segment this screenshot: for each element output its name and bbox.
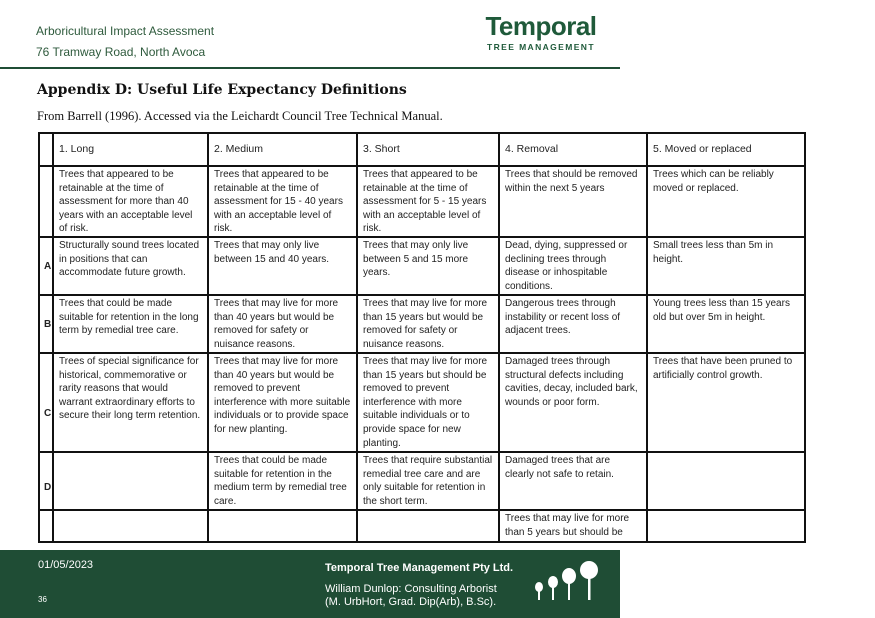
footer-qualifications: (M. UrbHort, Grad. Dip(Arb), B.Sc). bbox=[325, 596, 497, 608]
table-cell: Small trees less than 5m in height. bbox=[647, 237, 805, 295]
page-footer bbox=[0, 550, 620, 618]
table-cell bbox=[208, 510, 357, 542]
company-logo bbox=[482, 12, 600, 52]
table-cell: Dangerous trees through instability or recent loss of adjacent trees. bbox=[499, 295, 647, 353]
table-cell: Trees that appeared to be retainable at the time of assessment for more than 40 years with an acceptable level of risk. bbox=[53, 166, 208, 237]
row-label: D bbox=[44, 482, 52, 494]
table-cell: Damaged trees through structural defects including cavities, decay, included bark, wounds or poor form. bbox=[499, 353, 647, 452]
header-medium: 2. Medium bbox=[208, 133, 357, 166]
table-cell: Trees that require substantial remedial tree care and are only suitable for retention in the short term. bbox=[357, 452, 499, 510]
table-row bbox=[39, 295, 805, 353]
row-label-cell bbox=[39, 166, 53, 237]
footer-company: Temporal Tree Management Pty Ltd. bbox=[325, 562, 514, 574]
table-row bbox=[39, 353, 805, 452]
table-cell: Dead, dying, suppressed or declining trees through disease or inhospitable conditions. bbox=[499, 237, 647, 295]
table-cell: Trees that have been pruned to artificially control growth. bbox=[647, 353, 805, 452]
row-label: A bbox=[44, 261, 52, 273]
page-title: Appendix D: Useful Life Expectancy Definitions bbox=[37, 82, 407, 98]
table-cell: Trees that could be made suitable for retention in the long term by remedial tree care. bbox=[53, 295, 208, 353]
table-cell bbox=[53, 452, 208, 510]
table-cell: Trees that may live for more than 40 years but would be removed for safety or nuisance reasons. bbox=[208, 295, 357, 353]
table-cell: Trees that may live for more than 40 years but would be removed to prevent interference with more suitable individuals or to provide space for new planting. bbox=[208, 353, 357, 452]
table-cell: Trees that may only live between 5 and 15 more years. bbox=[357, 237, 499, 295]
table-cell bbox=[647, 452, 805, 510]
table-cell: Trees that appeared to be retainable at the time of assessment for 5 - 15 years with an acceptable level of risk. bbox=[357, 166, 499, 237]
row-label-cell bbox=[39, 452, 53, 510]
row-label-cell bbox=[39, 353, 53, 452]
row-label-cell bbox=[39, 510, 53, 542]
table-cell bbox=[647, 510, 805, 542]
table-cell: Trees that should be removed within the next 5 years bbox=[499, 166, 647, 237]
table-cell bbox=[53, 510, 208, 542]
site-address: 76 Tramway Road, North Avoca bbox=[36, 45, 206, 59]
table-row bbox=[39, 510, 805, 542]
header-divider bbox=[0, 67, 620, 69]
row-label-cell bbox=[39, 295, 53, 353]
header-long: 1. Long bbox=[53, 133, 208, 166]
table-cell bbox=[357, 510, 499, 542]
row-label-cell bbox=[39, 237, 53, 295]
table-cell: Trees that may only live between 15 and 40 years. bbox=[208, 237, 357, 295]
logo-wordmark: Temporal bbox=[485, 11, 597, 41]
table-cell: Trees that may live for more than 15 years but should be removed to prevent interference with more suitable individuals or to provide space for new planting. bbox=[357, 353, 499, 452]
logo-tagline: TREE MANAGEMENT bbox=[487, 42, 595, 52]
table-cell: Trees that appeared to be retainable at the time of assessment for 15 - 40 years with an acceptable level of risk. bbox=[208, 166, 357, 237]
page-subtitle: From Barrell (1996). Accessed via the Leichardt Council Tree Technical Manual. bbox=[37, 109, 443, 123]
table-cell: Young trees less than 15 years old but over 5m in height. bbox=[647, 295, 805, 353]
table-cell: Trees that could be made suitable for retention in the medium term by remedial tree care. bbox=[208, 452, 357, 510]
table-cell: Trees that may live for more than 15 years but would be removed for safety or nuisance reasons. bbox=[357, 295, 499, 353]
table-cell: Trees that may live for more than 5 years but should be bbox=[499, 510, 647, 542]
row-label: C bbox=[44, 408, 52, 420]
table-row bbox=[39, 166, 805, 237]
trees-logo-icon bbox=[532, 560, 604, 604]
ule-definitions-table bbox=[38, 132, 806, 543]
report-title: Arboricultural Impact Assessment bbox=[36, 24, 215, 38]
table-cell: Trees which can be reliably moved or replaced. bbox=[647, 166, 805, 237]
header-moved-replaced: 5. Moved or replaced bbox=[647, 133, 805, 166]
row-label-cell bbox=[39, 133, 53, 166]
table-row bbox=[39, 237, 805, 295]
page-number: 36 bbox=[38, 595, 47, 604]
table-row bbox=[39, 452, 805, 510]
table-cell: Damaged trees that are clearly not safe to retain. bbox=[499, 452, 647, 510]
footer-arborist: William Dunlop: Consulting Arborist bbox=[325, 583, 497, 595]
footer-date: 01/05/2023 bbox=[38, 559, 94, 571]
header-short: 3. Short bbox=[357, 133, 499, 166]
row-label: B bbox=[44, 319, 52, 331]
table-header-row bbox=[39, 133, 805, 166]
table-cell: Structurally sound trees located in positions that can accommodate future growth. bbox=[53, 237, 208, 295]
table-cell: Trees of special significance for historical, commemorative or rarity reasons that would warrant extraordinary efforts to secure their long term retention. bbox=[53, 353, 208, 452]
header-removal: 4. Removal bbox=[499, 133, 647, 166]
